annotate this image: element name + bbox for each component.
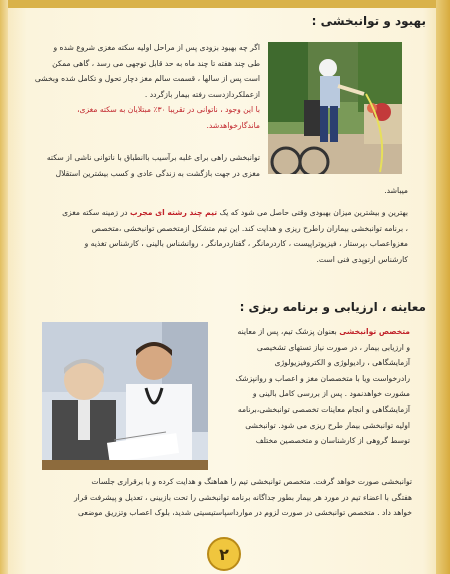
s2-full-line: خواهد داد . متخصص توانبخشی در صورت لزوم در موارداسپاستیسیتی شدید، بلوک اعصاب وتزریق موضعی (78, 508, 412, 518)
section1-paragraph2 (30, 150, 260, 181)
left-border (0, 0, 8, 574)
p1-line: ازعملکردازدست رفته بیمار بازگردد . (144, 89, 260, 99)
s2-line: مشورت خواهدنمود . پس از بررسی کامل بالینی و (252, 389, 410, 399)
p3-team-highlight: تیم چند رشته ای مجرب (129, 208, 218, 217)
s2-line: اولیه توانبخشی بیمار طرح ریزی می شود. توانبخشی (245, 420, 410, 430)
rehab-boy-photo (268, 42, 402, 174)
p1-red-line (30, 102, 260, 118)
rehab-boy-illustration (268, 42, 402, 174)
p3-text: در زمینه سکته مغزی (62, 208, 130, 217)
section2-paragraph (214, 324, 410, 449)
section2-paragraph-full (30, 474, 412, 521)
s2-full-line: هفتگی با اعضاء تیم در مورد هر بیمار بطور جداگانه برنامه توانبخشی را تحت بازبینی ، تعدیل و پیشرفت قرار (73, 492, 412, 502)
s2-line: توسط گروهی از کارشناسان و متخصصین مختلف (255, 436, 410, 446)
p3-line: کارشناس ارتوپدی فنی است. (316, 254, 408, 264)
s2-line: و ارزیابی بیمار ، در صورت نیاز تستهای تشخیصی (256, 342, 410, 352)
s2-line: رادرخواست ویا با متخصصان مغز و اعصاب و روانپزشک (235, 373, 410, 383)
top-border (0, 0, 450, 8)
section1-paragraph2-end: میباشد. (384, 186, 408, 195)
p3-line1 (28, 205, 408, 221)
p1-line: طی چند هفته تا چند ماه به حد قابل توجهی می رسد ، گاهی ممکن (52, 58, 260, 68)
p1-red-tail: مبتلایان به سکته مغزی، (77, 105, 154, 115)
s2-line: آزمایشگاهی ، رادیولوژی و الکتروفیزیولوژی (274, 358, 410, 368)
s2-full-line: توانبخشی صورت خواهد گرفت. متخصص توانبخشی تیم را هماهنگ و هدایت کرده و با برقراری جلسات (91, 477, 412, 486)
rehab-specialist-label: متخصص توانبخشی (339, 327, 410, 336)
p2-line: مغزی در جهت بازگشت به زندگی عادی و کسب بیشترین استقلال (55, 168, 260, 178)
p1-line: اگر چه بهبود بزودی پس از مراحل اولیه سکته مغزی شروع شده و (53, 43, 260, 52)
section1-paragraph1 (30, 40, 260, 134)
p1-red-line2: ماندگارخواهدشد. (206, 120, 260, 130)
p1-red-percent: ۳۰٪ (153, 105, 166, 115)
section1-paragraph3 (28, 205, 408, 267)
section2-title: معاینه ، ارزیابی و برنامه ریزی : (239, 300, 426, 314)
page-number: ۲ (207, 537, 241, 571)
p2-line: توانبخشی راهی برای غلبه برآسیب باانطباق با ناتوانی ناشی از سکته (46, 153, 260, 162)
s2-line: آزمایشگاهی و انجام معاینات تخصصی توانبخشی،برنامه (237, 404, 410, 414)
doctor-patient-illustration (42, 322, 208, 470)
section1-title: بهبود و توانبخشی : (311, 14, 426, 28)
s2-lead (214, 324, 410, 340)
p1-red-lead: با این وجود ، ناتوانی در تقریبا (165, 105, 260, 115)
p3-line: مغزواعصاب ،پرستار ، فیزیوتراپیست ، کاردرمانگر ، گفتاردرمانگر ، روانشناس بالینی ، کارشناس تغذیه و (84, 239, 408, 249)
p3-text: بهترین و بیشترین میزان بهبودی وقتی حاصل می شود که یک (217, 208, 408, 217)
p1-line: است پس از سالها ، قسمت سالم مغز دچار تحول و تکامل شده وبخشی (34, 74, 260, 84)
s2-lead-rest: بعنوان پزشک تیم، پس از معاینه (237, 327, 340, 336)
doctor-patient-photo (42, 322, 208, 470)
right-border (436, 0, 450, 574)
p3-line: ، برنامه توانبخشی بیماران راطرح ریزی و هدایت کند. این تیم متشکل ازمتخصص توانبخشی ،متخصص (91, 223, 408, 233)
